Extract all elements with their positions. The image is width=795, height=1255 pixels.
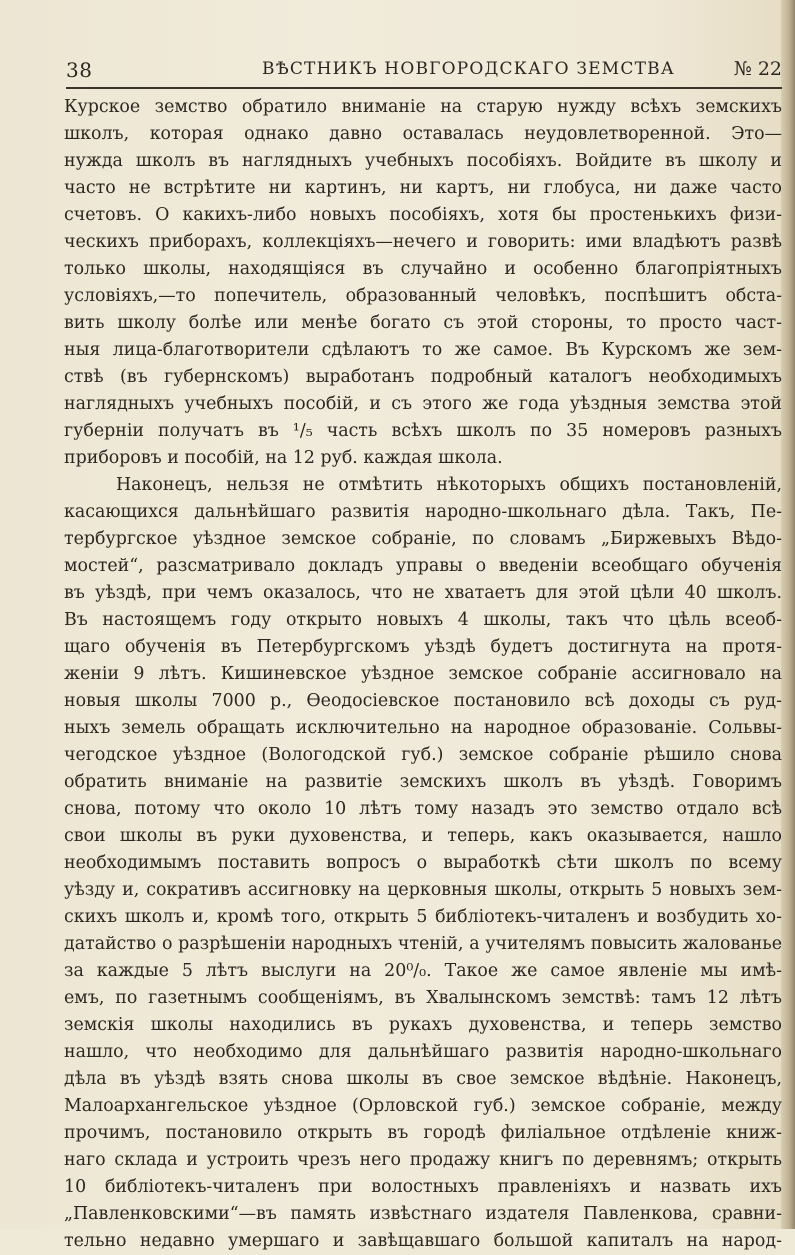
text-line: за каждые 5 лѣтъ выслуги на 20⁰/₀. Такое же самое явленіе мы имѣ- — [64, 961, 782, 981]
text-line: обратить вниманіе на развитіе земскихъ школъ въ уѣздѣ. Говоримъ — [64, 772, 782, 792]
text-line: тербургское уѣздное земское собраніе, по словамъ „Биржевыхъ Вѣдо- — [64, 529, 782, 549]
page-header — [66, 54, 782, 88]
text-line: емъ, по газетнымъ сообщеніямъ, въ Хвалынскомъ земствѣ: тамъ 12 лѣтъ — [64, 988, 782, 1008]
text-line: ствѣ (въ губернскомъ) выработанъ подробный каталогъ необходимыхъ — [64, 367, 782, 387]
text-line: щаго обученія въ Петербургскомъ уѣздѣ будетъ достигнута на протя- — [64, 637, 782, 657]
text-line: въ уѣздѣ, при чемъ оказалось, что не хватаетъ для этой цѣли 40 школъ. — [64, 583, 782, 603]
text-line: нужда школъ въ наглядныхъ учебныхъ пособіяхъ. Войдите въ школу и — [64, 151, 782, 171]
text-line: датайство о разрѣшеніи народныхъ чтеній, а учителямъ повысить жалованье — [64, 934, 782, 954]
text-line: скихъ школъ и, кромѣ того, открыть 5 библіотекъ-читаленъ и возбудить хо- — [64, 907, 782, 927]
text-line: нашло, что необходимо для дальнѣйшаго развитія народно-школьнаго — [64, 1042, 782, 1062]
text-line: наглядныхъ учебныхъ пособій, и съ этого же года уѣздныя земства этой — [64, 394, 782, 414]
text-line: „Павленковскими“—въ память извѣстнаго издателя Павленкова, сравни- — [64, 1204, 782, 1224]
text-line: касающихся дальнѣйшаго развитія народно-школьнаго дѣла. Такъ, Пе- — [64, 502, 782, 522]
text-line: тельно недавно умершаго и завѣщавшаго большой капиталъ на народ- — [64, 1231, 782, 1251]
text-line: мостей“, разсматривало докладъ управы о введеніи всеобщаго обученія — [64, 556, 782, 576]
text-line: часто не встрѣтите ни картинъ, ни картъ, ни глобуса, ни даже часто — [64, 178, 782, 198]
text-line: Въ настоящемъ году открыто новыхъ 4 школы, такъ что цѣль всеоб- — [64, 610, 782, 630]
text-line: 10 библіотекъ-читаленъ при волостныхъ правленіяхъ и назвать ихъ — [64, 1177, 782, 1197]
page-number: 38 — [66, 58, 93, 82]
text-line: счетовъ. О какихъ-либо новыхъ пособіяхъ, хотя бы простенькихъ физи- — [64, 205, 782, 225]
text-line: ныя лица-благотворители сдѣлаютъ то же самое. Въ Курскомъ же зем- — [64, 340, 782, 360]
header-rule — [66, 87, 782, 89]
text-line: вить школу болѣе или менѣе богато съ этой стороны, то просто част- — [64, 313, 782, 333]
text-line: условіяхъ,—то попечитель, образованный человѣкъ, поспѣшитъ обста- — [64, 286, 782, 306]
text-line: ческихъ приборахъ, коллекціяхъ—нечего и говорить: ими владѣютъ развѣ — [64, 232, 782, 252]
issue-number: № 22 — [733, 58, 782, 80]
running-title: ВѢСТНИКЪ НОВГОРОДСКАГО ЗЕМСТВА — [262, 59, 675, 79]
text-line: прочимъ, постановило открыть въ городѣ филіальное отдѣленіе книж- — [64, 1123, 782, 1143]
paragraph-first-line: Наконецъ, нельзя не отмѣтить нѣкоторыхъ общихъ постановленій, — [116, 475, 782, 495]
text-line: дѣла въ уѣздѣ взять снова школы въ свое земское вѣдѣніе. Наконецъ, — [64, 1069, 782, 1089]
text-line: необходимымъ поставить вопросъ о выработкѣ сѣти школъ по всему — [64, 853, 782, 873]
text-line: женіи 9 лѣтъ. Кишиневское уѣздное земское собраніе ассигновало на — [64, 664, 782, 684]
article-body — [64, 94, 782, 1255]
paragraph-last-line: приборовъ и пособій, на 12 руб. каждая школа. — [64, 448, 503, 468]
text-line: снова, потому что около 10 лѣтъ тому назадъ это земство отдало всѣ — [64, 799, 782, 819]
text-line: чегодское уѣздное (Вологодской губ.) земское собраніе рѣшило снова — [64, 745, 782, 765]
text-line: Курское земство обратило вниманіе на старую нужду всѣхъ земскихъ — [64, 97, 782, 117]
text-line: губерніи получатъ въ ¹/₅ часть всѣхъ школъ по 35 номеровъ разныхъ — [64, 421, 782, 441]
text-line: уѣзду и, сокративъ ассигновку на церковныя школы, открыть 5 новыхъ зем- — [64, 880, 782, 900]
text-line: свои школы въ руки духовенства, и теперь, какъ оказывается, нашло — [64, 826, 782, 846]
text-line: школъ, которая однако давно оставалась неудовлетворенной. Это— — [64, 124, 782, 144]
text-line: новыя школы 7000 р., Ѳеодосіевское постановило всѣ доходы съ руд- — [64, 691, 782, 711]
book-spine-edge — [781, 0, 795, 1229]
text-line: ныхъ земель обращать исключительно на народное образованіе. Сольвы- — [64, 718, 782, 738]
text-line: Малоархангельское уѣздное (Орловской губ.) земское собраніе, между — [64, 1096, 782, 1116]
text-line: только школы, находящіяся въ случайно и особенно благопріятныхъ — [64, 259, 782, 279]
text-line: земскія школы находились въ рукахъ духовенства, и теперь земство — [64, 1015, 782, 1035]
text-line: наго склада и устроить чрезъ него продажу книгъ по деревнямъ; открыть — [64, 1150, 782, 1170]
